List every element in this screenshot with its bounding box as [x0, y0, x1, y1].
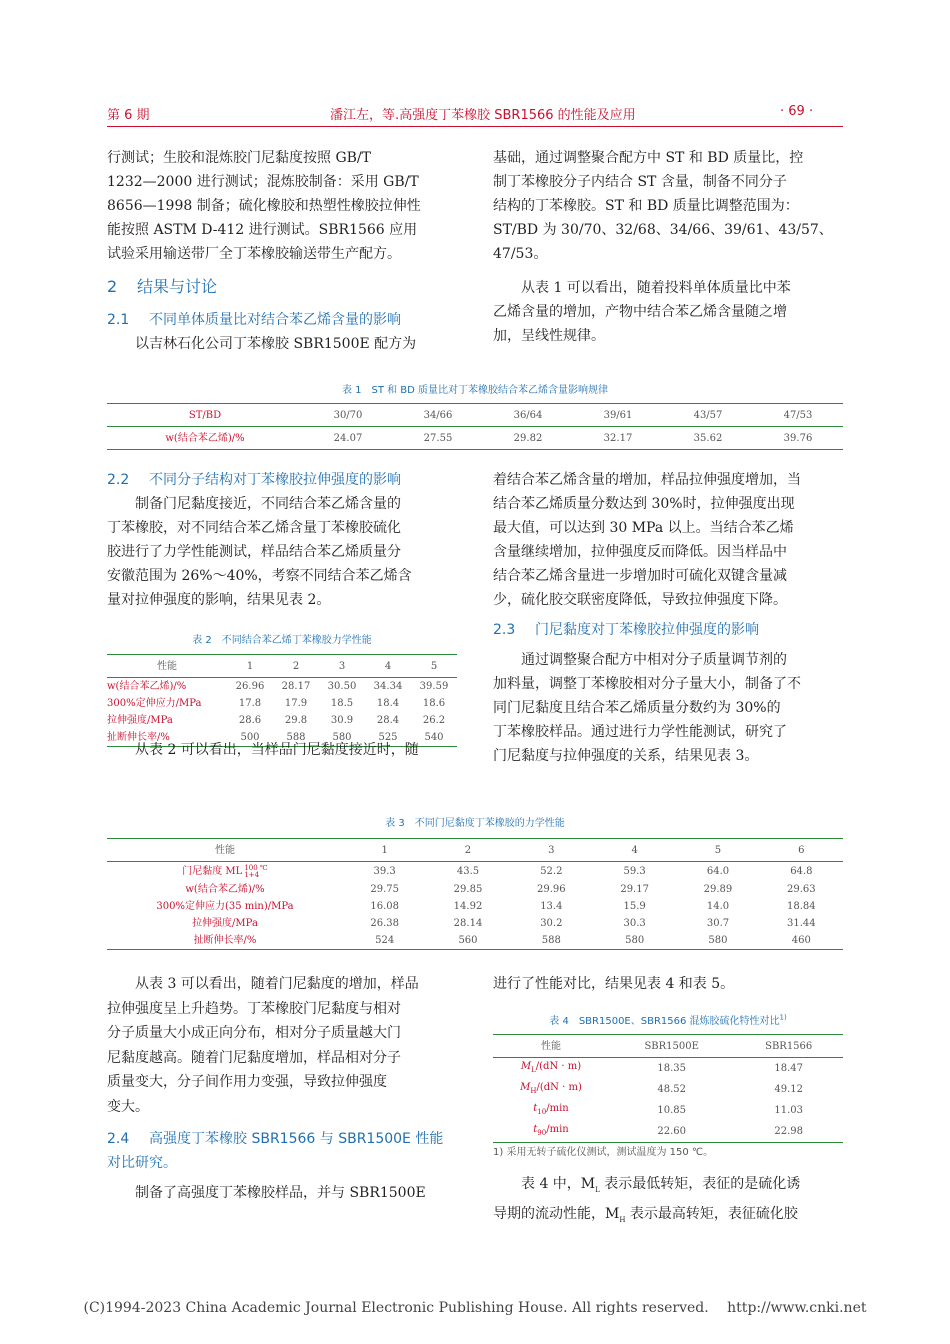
- table-row: [107, 427, 843, 450]
- cell: 30.9: [330, 715, 354, 726]
- table-row: [107, 678, 457, 696]
- cell: 18.84: [787, 901, 816, 912]
- cell: 580: [625, 935, 645, 946]
- section-number: 2.2: [107, 472, 130, 488]
- table-row: [107, 881, 843, 898]
- section-2-3-heading: [493, 618, 843, 642]
- cell: 29.63: [787, 884, 816, 895]
- cell: 39.76: [783, 432, 813, 444]
- row-label: w(结合苯乙烯)/%: [107, 681, 187, 692]
- caption-text: 表 4 SBR1500E、SBR1566 混炼胶硫化特性对比: [549, 1016, 780, 1027]
- text-line: 47/53。: [493, 246, 548, 262]
- cell: 18.47: [774, 1063, 804, 1074]
- row-label: ST/BD: [188, 409, 222, 421]
- column-header: 3: [548, 844, 555, 856]
- cell: 30.3: [623, 918, 646, 929]
- table-4-caption: [493, 1012, 843, 1027]
- cell: 22.98: [774, 1126, 804, 1137]
- cell: 15.9: [623, 901, 646, 912]
- left-column-bottom: [107, 972, 457, 1206]
- table-3-caption: 表 3 不同门尼黏度丁苯橡胶的力学性能: [385, 818, 565, 829]
- text-line: 安徽范围为 26%～40%，考察不同结合苯乙烯含: [107, 568, 412, 584]
- column-header: 性能: [215, 844, 235, 856]
- section-number: 2.4: [107, 1131, 130, 1147]
- text-line: ST/BD 为 30/70、32/68、34/66、39/61、43/57、: [493, 222, 833, 238]
- section-2-heading: [107, 270, 457, 304]
- table-row: [107, 932, 843, 950]
- cell: 49.12: [774, 1084, 804, 1095]
- table-row: [107, 898, 843, 915]
- text-line: 最大值，可以达到 30 MPa 以上。当结合苯乙烯: [493, 520, 794, 536]
- caption-footnote-mark: 1): [779, 1013, 787, 1022]
- table-row: [107, 695, 457, 712]
- cell: 32.17: [603, 432, 633, 444]
- text-line: 试验采用输送带厂全丁苯橡胶输送带生产配方。: [107, 246, 401, 262]
- cell: 34.34: [373, 681, 403, 692]
- cell: 14.92: [453, 901, 483, 912]
- text-line: 制丁苯橡胶分子内结合 ST 含量，制备不同分子: [493, 174, 787, 190]
- table-row: [493, 1100, 843, 1121]
- table-2-caption: 表 2 不同结合苯乙烯丁苯橡胶力学性能: [192, 635, 372, 646]
- text-line: 质量变大，分子间作用力变强，导致拉伸强度: [107, 1074, 387, 1090]
- cell: 580: [708, 935, 728, 946]
- text-line: 含量继续增加，拉伸强度反而降低。因当样品中: [493, 544, 787, 560]
- subscript: H: [619, 1215, 626, 1224]
- table-1: [107, 403, 843, 450]
- symbol: M: [520, 1082, 531, 1093]
- cell: 39/61: [603, 409, 633, 421]
- table-row: [107, 404, 843, 427]
- column-header: 4: [631, 844, 638, 856]
- table-2: [107, 654, 457, 747]
- section-title: 结果与讨论: [137, 277, 218, 296]
- cell: 580: [332, 732, 352, 743]
- table-row: [107, 712, 457, 729]
- text-line: 以吉林石化公司丁苯橡胶 SBR1500E 配方为: [135, 336, 417, 352]
- subscript: 90: [537, 1129, 547, 1137]
- section-title: 不同分子结构对丁苯橡胶拉伸强度的影响: [149, 472, 401, 488]
- table-row: [107, 862, 843, 882]
- text-run: 导期的流动性能，M: [493, 1205, 620, 1222]
- cell: 47/53: [783, 409, 813, 421]
- right-column-last: [493, 1172, 843, 1232]
- row-label-mooney: [107, 862, 343, 882]
- cell: 540: [424, 732, 444, 743]
- cell: 35.62: [693, 432, 723, 444]
- symbol: t: [533, 1103, 538, 1114]
- text-line: 少，硫化胶交联密度降低，导致拉伸强度下降。: [493, 592, 787, 608]
- cell: 26.2: [422, 715, 446, 726]
- cell: 39.3: [373, 866, 396, 877]
- cell: 43.5: [456, 866, 480, 877]
- table-row: [493, 1079, 843, 1100]
- text-line: 变大。: [107, 1098, 149, 1115]
- row-label: [493, 1058, 609, 1080]
- text-line: 制备门尼黏度接近，不同结合苯乙烯含量的: [135, 496, 401, 512]
- subscript: L: [595, 1185, 600, 1194]
- running-title: 潘江左，等.高强度丁苯橡胶 SBR1566 的性能及应用: [330, 108, 636, 123]
- cell: 13.4: [540, 901, 563, 912]
- section-2-4-heading: [107, 1127, 457, 1151]
- table-header-row: [107, 839, 843, 862]
- table-4-footnote: 1) 采用无转子硫化仪测试，测试温度为 150 ℃。: [493, 1147, 714, 1158]
- section-number: 2: [107, 277, 118, 296]
- table-row: [493, 1121, 843, 1143]
- column-header: SBR1500E: [644, 1040, 699, 1052]
- row-label: w(结合苯乙烯)/%: [185, 884, 265, 895]
- mooney-label: 门尼黏度 ML: [182, 866, 243, 877]
- text-line: 结构的丁苯橡胶。ST 和 BD 质量比调整范围为：: [493, 198, 799, 214]
- text-line: 加，呈线性规律。: [493, 328, 605, 344]
- text-line: 量对拉伸强度的影响，结果见表 2。: [107, 592, 331, 608]
- row-label: 拉伸强度/MPa: [192, 918, 258, 929]
- cell: 10.85: [657, 1105, 687, 1116]
- cell: 48.52: [657, 1084, 687, 1095]
- column-header: 6: [798, 844, 805, 856]
- cell: 524: [375, 935, 395, 946]
- text-line: [493, 1172, 843, 1202]
- section-2-1-heading: [107, 308, 457, 332]
- cell: 28.14: [453, 918, 483, 929]
- subscript: L: [531, 1066, 536, 1074]
- text-line: 从表 2 可以看出，当样品门尼黏度接近时，随: [135, 742, 419, 758]
- cell: 500: [240, 732, 260, 743]
- row-label: 扯断伸长率/%: [193, 935, 257, 946]
- text-line: 制备了高强度丁苯橡胶样品，并与 SBR1500E: [135, 1185, 426, 1201]
- table-row: [493, 1058, 843, 1080]
- column-header: SBR1566: [765, 1040, 813, 1052]
- row-label: 300%定伸应力/MPa: [107, 698, 202, 709]
- section-title: 不同单体质量比对结合苯乙烯含量的影响: [149, 312, 401, 328]
- cell: 525: [378, 732, 398, 743]
- text-line: 通过调整聚合配方中相对分子质量调节剂的: [521, 652, 787, 668]
- cell: 59.3: [623, 866, 646, 877]
- unit: /min: [546, 1124, 569, 1135]
- text-line: 结合苯乙烯含量进一步增加时可硫化双键含量减: [493, 568, 787, 584]
- subscript: H: [530, 1087, 537, 1095]
- text-line: 同门尼黏度且结合苯乙烯质量分数约为 30%的: [493, 700, 781, 716]
- text-line: 丁苯橡胶，对不同结合苯乙烯含量丁苯橡胶硫化: [107, 520, 401, 536]
- cell: 31.44: [787, 918, 816, 929]
- cell: 29.75: [370, 884, 399, 895]
- header-rule: [107, 126, 843, 127]
- cell: 588: [286, 732, 306, 743]
- column-header: 4: [384, 660, 392, 672]
- text-run: 表示最低转矩，表征的是硫化诱: [599, 1176, 801, 1192]
- cell: 64.0: [706, 866, 730, 877]
- text-line: 丁苯橡胶样品。通过进行力学性能测试，研究了: [493, 724, 787, 740]
- mooney-subscript: 1+4: [244, 870, 260, 879]
- text-line: 胶进行了力学性能测试，样品结合苯乙烯质量分: [107, 544, 401, 560]
- text-run: 表 4 中，M: [521, 1176, 596, 1192]
- column-header: 5: [714, 844, 722, 856]
- text-line: 1232—2000 进行测试；混炼胶制备：采用 GB/T: [107, 174, 419, 190]
- cell: 560: [458, 935, 478, 946]
- section-2-2-heading: [107, 468, 457, 492]
- cell: 29.96: [537, 884, 566, 895]
- cell: 30.7: [706, 918, 730, 929]
- cell: 14.0: [706, 901, 730, 912]
- row-label: 300%定伸应力(35 min)/MPa: [156, 901, 294, 912]
- section-title: 高强度丁苯橡胶 SBR1566 与 SBR1500E 性能: [149, 1131, 444, 1147]
- symbol: t: [533, 1124, 538, 1135]
- cell: 11.03: [774, 1105, 804, 1116]
- text-line: 基础，通过调整聚合配方中 ST 和 BD 质量比，控: [493, 150, 804, 166]
- column-header: 2: [292, 660, 300, 672]
- section-2-4-heading-cont: 对比研究。: [107, 1155, 177, 1171]
- cell: 16.08: [370, 901, 399, 912]
- issue-number: 第 6 期: [107, 108, 150, 123]
- section-number: 2.3: [493, 622, 516, 638]
- section-title: 门尼黏度对丁苯橡胶拉伸强度的影响: [535, 622, 759, 638]
- text-line: 乙烯含量的增加，产物中结合苯乙烯含量随之增: [493, 304, 787, 320]
- row-label: 拉伸强度/MPa: [107, 715, 173, 726]
- cell: 30/70: [333, 409, 363, 421]
- text-line: 结合苯乙烯质量分数达到 30%时，拉伸强度出现: [493, 496, 795, 512]
- cell: 28.17: [281, 681, 311, 692]
- cell: 34/66: [423, 409, 453, 421]
- cell: 29.8: [284, 715, 308, 726]
- cell: 52.2: [540, 866, 563, 877]
- cell: 18.5: [330, 698, 354, 709]
- table-row: [107, 915, 843, 932]
- right-column-top: [493, 146, 843, 348]
- cell: 64.8: [790, 866, 813, 877]
- text-line: 分子质量大小成正向分布，相对分子质量越大门: [107, 1025, 401, 1041]
- column-header: 5: [430, 660, 438, 672]
- cell: 39.59: [419, 681, 449, 692]
- table-4: [493, 1034, 843, 1143]
- table-1-caption: 表 1 ST 和 BD 质量比对丁苯橡胶结合苯乙烯含量影响规律: [341, 385, 609, 396]
- text-line: [493, 1202, 843, 1232]
- cell: 29.17: [620, 884, 649, 895]
- cell: 18.6: [422, 698, 446, 709]
- text-line: 拉伸强度呈上升趋势。丁苯橡胶门尼黏度与相对: [107, 1000, 401, 1017]
- cell: 17.8: [238, 698, 262, 709]
- unit: /(dN · m): [535, 1061, 582, 1072]
- mooney-superscript: 100 ℃: [244, 863, 268, 872]
- text-line: 从表 3 可以看出，随着门尼黏度的增加，样品: [135, 976, 419, 992]
- cell: 17.9: [284, 698, 308, 709]
- text-line: 行测试；生胶和混炼胶门尼黏度按照 GB/T: [107, 150, 371, 166]
- cell: 26.38: [370, 918, 399, 929]
- cell: 29.82: [513, 432, 543, 444]
- row-label: [493, 1100, 609, 1121]
- cell: 36/64: [513, 409, 543, 421]
- left-after-table-2: [107, 738, 457, 762]
- text-line: 门尼黏度与拉伸强度的关系，结果见表 3。: [493, 748, 759, 764]
- cell: 26.96: [235, 681, 265, 692]
- cell: 30.50: [327, 681, 357, 692]
- text-line: 能按照 ASTM D-412 进行测试。SBR1566 应用: [107, 222, 418, 238]
- column-header: 2: [464, 844, 472, 856]
- unit: /min: [546, 1103, 569, 1114]
- cell: 30.2: [540, 918, 563, 929]
- right-column-bottom: [493, 972, 843, 996]
- cell: 28.4: [376, 715, 400, 726]
- cell: 43/57: [693, 409, 723, 421]
- column-header: 性能: [541, 1040, 561, 1052]
- cell: 460: [791, 935, 811, 946]
- cell: 29.89: [703, 884, 733, 895]
- symbol: M: [520, 1061, 532, 1072]
- section-number: 2.1: [107, 312, 130, 328]
- text-line: 尼黏度越高。随着门尼黏度增加，样品相对分子: [107, 1049, 401, 1066]
- table-header-row: [107, 655, 457, 678]
- cell: 24.07: [333, 432, 363, 444]
- column-header: 性能: [157, 660, 177, 672]
- subscript: 10: [537, 1108, 547, 1116]
- cell: 29.85: [453, 884, 483, 895]
- text-line: 8656—1998 制备；硫化橡胶和热塑性橡胶拉伸性: [107, 198, 421, 214]
- cell: 28.6: [238, 715, 262, 726]
- cell: 22.60: [657, 1126, 687, 1137]
- row-label: w(结合苯乙烯)/%: [165, 432, 245, 444]
- table-header-row: [493, 1035, 843, 1058]
- text-line: 进行了性能对比，结果见表 4 和表 5。: [493, 976, 735, 992]
- right-column-middle: [493, 468, 843, 768]
- cell: 18.35: [657, 1063, 687, 1074]
- text-run: 表示最高转矩，表征硫化胶: [625, 1205, 798, 1222]
- left-column-top: [107, 146, 457, 356]
- cell: 27.55: [423, 432, 453, 444]
- cell: 588: [541, 935, 561, 946]
- row-label: 扯断伸长率/%: [107, 732, 170, 743]
- row-label: [493, 1079, 609, 1100]
- column-header: 1: [246, 660, 254, 672]
- cell: 18.4: [376, 698, 400, 709]
- copyright-footer: (C)1994-2023 China Academic Journal Electronic Publishing House. All rights reserved. http://www.cnki.net: [83, 1300, 867, 1316]
- unit: /(dN · m): [536, 1082, 582, 1093]
- page-number: · 69 ·: [780, 104, 814, 119]
- section-2-2: [107, 468, 457, 612]
- text-line: 加料量，调整丁苯橡胶相对分子量大小，制备了不: [493, 676, 801, 692]
- row-label: [493, 1121, 609, 1143]
- table-3: [107, 838, 843, 950]
- column-header: 1: [381, 844, 388, 856]
- text-line: 从表 1 可以看出，随着投料单体质量比中苯: [521, 280, 791, 296]
- column-header: 3: [338, 660, 346, 672]
- text-line: 着结合苯乙烯含量的增加，样品拉伸强度增加，当: [493, 472, 801, 488]
